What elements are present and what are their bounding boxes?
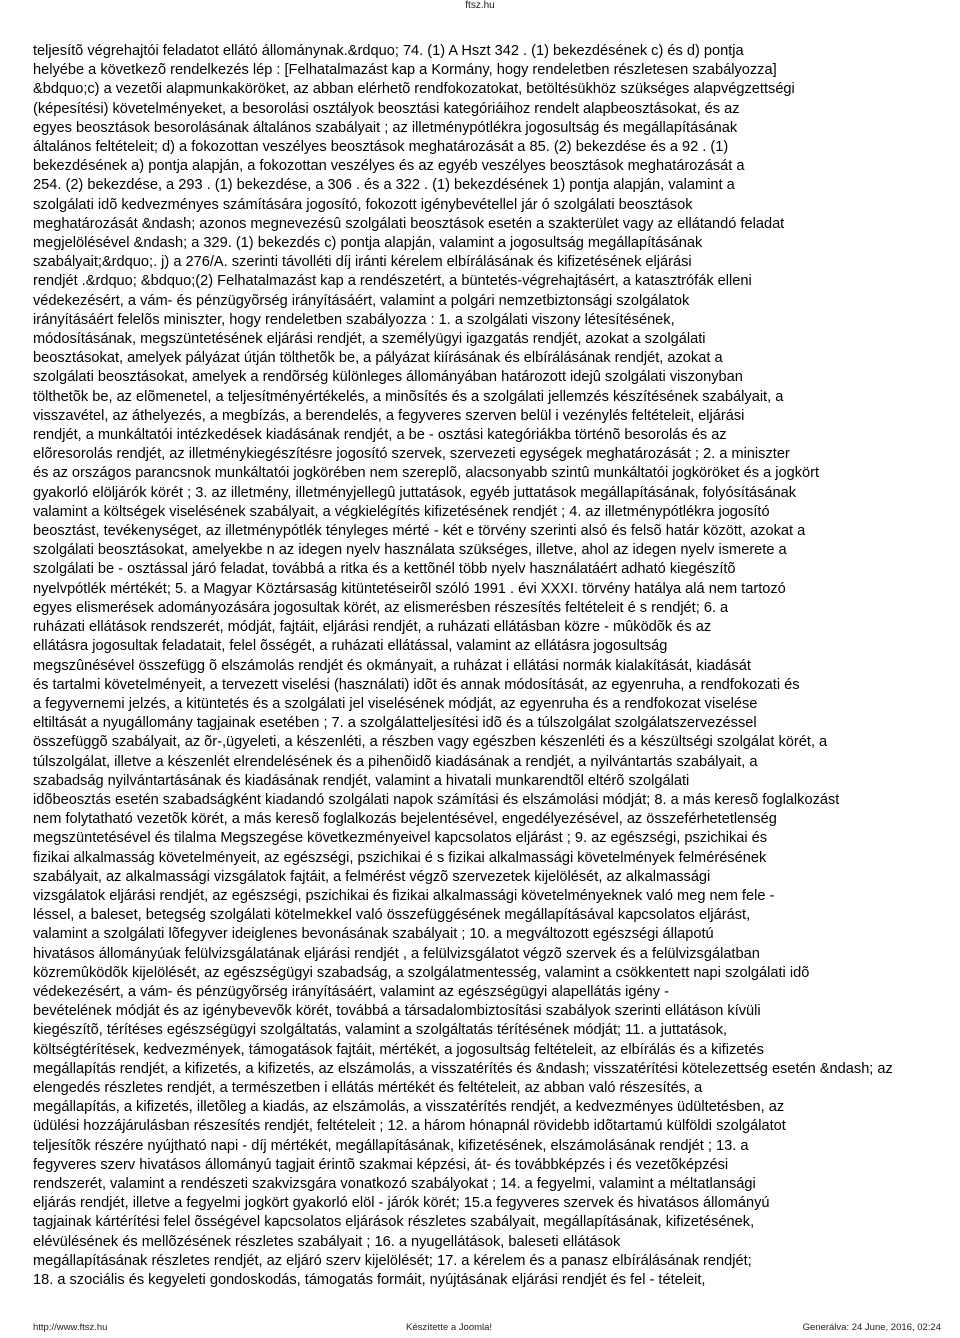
text-line: 18. a szociális és kegyeleti gondoskodás, támogatás formáit, nyújtásának eljárási rendjét és fel - tételeit, <box>33 1272 706 1288</box>
text-line: meghatározását &ndash; azonos megnevezésû szolgálati beosztások esetén a szakterület vagy az ellátandó feladat <box>33 215 785 232</box>
text-line: eltiltását a nyugállomány tagjainak esetében ; 7. a szolgálatteljesítési idõ és a túlszolgálat szolgálatszervezéssel <box>33 715 757 732</box>
text-line: fegyveres szerv hivatásos állományú tagjait érintõ szakmai képzési, át- és továbbképzés i és vezetõképzési <box>33 1156 729 1173</box>
text-line: rendszerét, valamint a rendészeti szakvizsgára vonatkozó szabályokat ; 14. a fegyelmi, valamint a méltatlansági <box>33 1175 756 1192</box>
text-line: összefüggõ szabályait, az õr-,ügyeleti, a készenléti, a részben vagy egészben készenléti és a készültségi szolgálat körét, a <box>33 734 828 751</box>
text-line: módosításának, megszüntetésének eljárási rendjét, a személyügyi igazgatás rendjét, azokat a szolgálati <box>33 331 706 348</box>
text-line: védekezésért, a vám- és pénzügyõrség irányításáért, valamint az egészségügyi alapellátás igény - <box>33 983 669 1000</box>
text-line: nem folytatható vezetõk körét, a más keresõ foglalkozás bejelentésével, engedélyezésével, az összeférhetetlenség <box>33 811 777 828</box>
footer-generated-timestamp: Generálva: 24 June, 2016, 02:24 <box>802 1322 941 1333</box>
text-line: hivatásos állományúak felülvizsgálatának eljárási rendjét , a felülvizsgálatot végzõ szervek és a felülvizsgálatban <box>33 945 760 962</box>
text-line: ruházati ellátások rendszerét, módját, fajtáit, eljárási rendjét, a ruházati ellátásban közre - mûködõk és az <box>33 619 712 636</box>
text-line: kiegészítõ, térítéses egészségügyi szolgáltatás, valamint a szolgáltatás térítésének módját; 11. a juttatások, <box>33 1022 728 1039</box>
text-line: beosztásokat, amelyek pályázat útján tölthetõk be, a pályázat kiírásának és elbírálásának rendjét, azokat a <box>33 350 723 367</box>
text-line: egyes beosztások besorolásának általános szabályait ; az illetménypótlékra jogosultság és megállapításának <box>33 119 738 136</box>
text-line: közremûködõk kijelölését, az egészségügyi szabadság, a szolgálatmentesség, valamint a csökkentett napi szolgálati idõ <box>33 964 810 981</box>
text-line: vizsgálatok eljárási rendjét, az egészségi, pszichikai és fizikai alkalmassági követelményeknek való meg nem fele - <box>33 887 775 904</box>
text-line: elévülésének és mellõzésének részletes szabályait ; 16. a nyugellátások, baleseti ellátások <box>33 1233 621 1250</box>
text-line: megszüntetésével és tilalma Megszegése következményeivel kapcsolatos eljárást ; 9. az egészségi, pszichikai és <box>33 830 768 847</box>
text-line: teljesítõ végrehajtói feladatot ellátó állománynak.&rdquo; 74. (1) A Hszt 342 . (1) bekezdésének c) és d) pontja <box>33 43 744 59</box>
text-line: szolgálati beosztásokat, amelyekbe n az idegen nyelv használata szükséges, illetve, ahol az idegen nyelv ismerete a <box>33 542 787 559</box>
text-line: fizikai alkalmasság követelményeit, az egészségi, pszichikai é s fizikai alkalmassági követelmények felmérésének <box>33 849 767 866</box>
text-line: helyébe a következõ rendelkezés lép : [Felhatalmazást kap a Kormány, hogy rendeletben részletesen szabályozza] <box>33 62 777 79</box>
text-line: szolgálati beosztásokat, amelyek a rendõrség különleges állományában határozott idejû szolgálati viszonyban <box>33 369 743 386</box>
text-line: túlszolgálat, illetve a készenlét elrendelésének és a pihenõidõ kiadásának a rendjét, a nyilvántartás szabályait, a <box>33 753 758 770</box>
text-line: eljárás rendjét, illetve a fegyelmi jogkört gyakorló elöl - járók körét; 15.a fegyveres szervek és hivatásos állományú <box>33 1195 770 1212</box>
text-line: megállapítás, a kifizetés, illetõleg a kiadás, az elszámolás, a visszatérítés rendjét, a kedvezményes üdültetésben, az <box>33 1099 785 1116</box>
text-line: valamint a költségek viselésének szabályait, a végkielégítés kifizetésének rendjét ; 4. az illetménypótlékra jogosító <box>33 503 770 520</box>
text-line: irányításáért felelõs miniszter, hogy rendeletben szabályozza : 1. a szolgálati viszony létesítésének, <box>33 311 675 328</box>
text-line: általános feltételeit; d) a fokozottan veszélyes beosztások meghatározását a 85. (2) bekezdése és a 92 . (1) <box>33 139 729 156</box>
text-line: védekezésért, a vám- és pénzügyõrség irányításáért, valamint a polgári nemzetbiztonsági szolgálatok <box>33 292 690 309</box>
text-line: a fegyvernemi jelzés, a kitüntetés és a szolgálati jel viselésének módját, az egyenruha és a rendfokozat viselése <box>33 695 758 712</box>
text-line: &bdquo;c) a vezetõi alapmunkaköröket, az abban elérhetõ rendfokozatokat, betöltésükhöz szükséges alapvégzettségi <box>33 81 795 98</box>
text-line: valamint a szolgálati lõfegyver ideiglenes bevonásának szabályait ; 10. a megváltozott egészségi állapotú <box>33 926 714 943</box>
text-line: bekezdésének a) pontja alapján, a fokozottan veszélyes és az egyéb veszélyes beosztások meghatározását a <box>33 158 745 175</box>
site-header <box>0 0 960 14</box>
text-line: megállapításának részletes rendjét, az eljáró szerv kijelölését; 17. a kérelem és a panasz elbírálásának rendjét; <box>33 1252 752 1269</box>
page-footer <box>33 1322 941 1336</box>
text-line: megállapítás rendjét, a kifizetés, a kifizetés, az elszámolás, a visszatérítés és &ndash; visszatérítési kötelezettség esetén &ndash; az <box>33 1060 893 1077</box>
text-line: egyes elismerések adományozására jogosultak körét, az elismerésben részesítés feltételeit é s rendjét; 6. a <box>33 599 729 616</box>
text-line: (képesítési) követelményeket, a besorolási osztályok beosztási kategóriáihoz rendelt alapbeosztásokat, és az <box>33 100 740 117</box>
text-line: beosztást, tevékenységet, az illetménypótlék tényleges mérté - két e törvény szerinti alsó és felsõ határ között, azokat a <box>33 523 806 540</box>
text-line: rendjét .&rdquo; &bdquo;(2) Felhatalmazást kap a rendészetért, a büntetés-végrehajtásért, a katasztrófák elleni <box>33 273 752 290</box>
text-line: nyelvpótlék mértékét; 5. a Magyar Köztársaság kitüntetéseirõl szóló 1991 . évi XXXI. törvény hatálya alá nem tartozó <box>33 580 786 597</box>
text-line: bevételének módját és az igénybevevõk körét, továbbá a társadalombiztosítási szabályok szerinti ellátáson kívüli <box>33 1003 761 1020</box>
footer-credit: Készítette a Joomla! <box>406 1322 493 1333</box>
text-line: ellátásra jogosultak feladatait, felel õsségét, a ruházati ellátással, valamint az ellátásra jogosultság <box>33 638 668 655</box>
text-line: idõbeosztás esetén szabadságként kiadandó szolgálati napok számítási és elszámolási módját; 8. a más keresõ foglalkozást <box>33 791 840 808</box>
text-line: szabályait, az alkalmassági vizsgálatok fajtáit, a felmérést végzõ szervezetek kijelölését, az alkalmassági <box>33 868 711 885</box>
text-line: léssel, a baleset, betegség szolgálati kötelmekkel való összefüggésének megállapításával kapcsolatos eljárást, <box>33 907 751 924</box>
text-line: költségtérítések, kedvezmények, támogatások fajtáit, mértékét, a jogosultság feltételeit, az elbírálás és a kifizetés <box>33 1041 764 1058</box>
text-line: szolgálati be - osztással járó feladat, továbbá a ritka és a kettõnél több nyelv használatáért adható kiegészítõ <box>33 561 736 578</box>
text-line: megjelölésével &ndash; a 329. (1) bekezdés c) pontja alapján, valamint a jogosultság megállapításának <box>33 235 703 252</box>
text-line: 254. (2) bekezdése, a 293 . (1) bekezdése, a 306 . és a 322 . (1) bekezdésének 1) pontja alapján, valamint a <box>33 177 735 194</box>
text-line: szabályait;&rdquo;. j) a 276/A. szerinti távolléti díj iránti kérelem elbírálásának és kifizetésének eljárási <box>33 254 692 271</box>
text-line: szabadság nyilvántartásának és kiadásának rendjét, valamint a hivatali munkarendtõl eltérõ szolgálati <box>33 772 690 789</box>
text-line: elõresorolás rendjét, az illetménykiegészítésre jogosító szervek, szervezeti egységek meghatározását ; 2. a miniszter <box>33 446 790 463</box>
footer-url-link[interactable]: http://www.ftsz.hu <box>33 1322 108 1333</box>
text-line: gyakorló elöljárók körét ; 3. az illetmény, illetményjellegû juttatások, egyéb juttatások megállapításának, folyósításának <box>33 484 797 501</box>
text-line: szolgálati idõ kedvezményes számítására jogosító, fokozott igénybevétellel jár ó szolgálati beosztások <box>33 196 693 213</box>
text-line: megszûnésével összefügg õ elszámolás rendjét és okmányait, a ruházat i ellátási normák kialakítását, kiadását <box>33 657 751 674</box>
text-line: és tartalmi követelményeit, a tervezett viselési (használati) idõt és annak módosítását, az egyenruha, a rendfokozati és <box>33 676 800 693</box>
text-line: tagjainak kártérítési felel õsségével kapcsolatos eljárások részletes szabályait, megállapításának, kifizetésének, <box>33 1214 755 1231</box>
article-body <box>33 42 951 1290</box>
site-name: ftsz.hu <box>465 0 495 11</box>
text-line: tölthetõk be, az elõmenetel, a teljesítményértékelés, a minõsítés és a szolgálati jellemzés készítésének szabályait, a <box>33 388 784 405</box>
text-line: üdülési hozzájárulásban részesítés rendjét, feltételeit ; 12. a három hónapnál rövidebb idõtartamú külföldi szolgálatot <box>33 1118 786 1135</box>
text-line: rendjét, a munkáltatói intézkedések kiadásának rendjét, a be - osztási kategóriákba történõ besorolás és az <box>33 427 727 444</box>
text-line: visszavétel, az áthelyezés, a megbízás, a berendelés, a fegyveres szerven belül i vezénylés feltételeit, eljárási <box>33 407 745 424</box>
text-line: teljesítõk részére nyújtható napi - díj mértékét, megállapításának, kifizetésének, elszámolásának rendjét ; 13. a <box>33 1137 749 1154</box>
text-line: elengedés részletes rendjét, a természetben i ellátás mértékét és feltételeit, az abban való részesítés, a <box>33 1079 703 1096</box>
text-line: és az országos parancsnok munkáltatói jogkörében nem szereplõ, alacsonyabb szintû munkáltatói jogköröket és a jogkört <box>33 465 820 482</box>
